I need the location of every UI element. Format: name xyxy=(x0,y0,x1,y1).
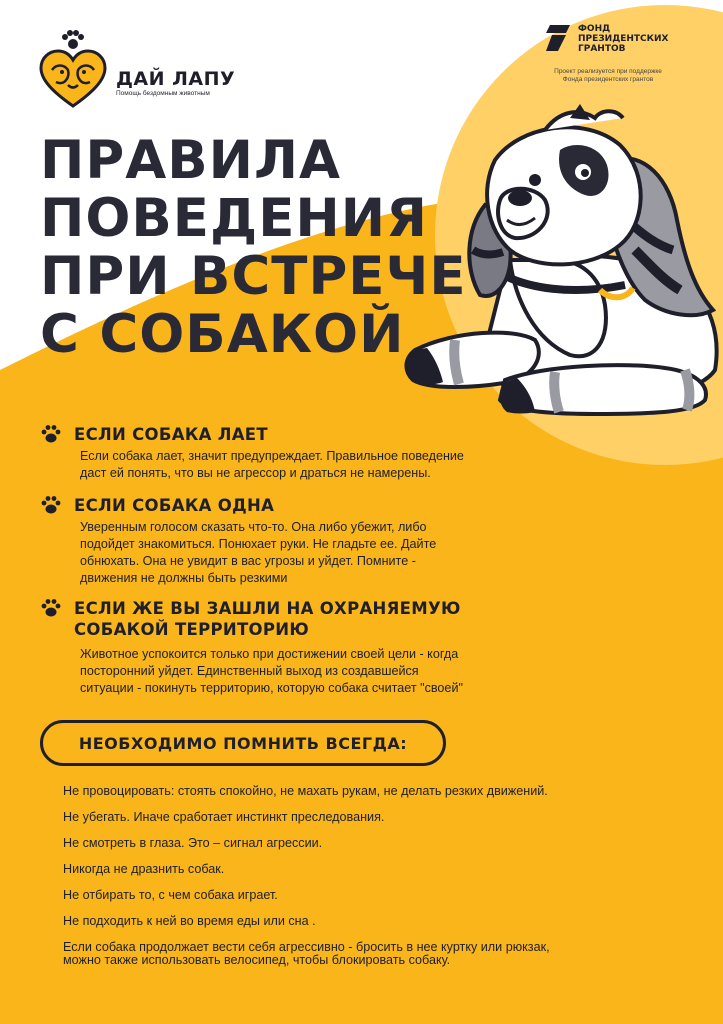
section-body-barking xyxy=(80,448,464,482)
fund-title-line1: ФОНД xyxy=(578,24,611,34)
rule-item: Не провоцировать: стоять спокойно, не махать рукам, не делать резких движений. xyxy=(63,784,548,798)
section-body-line: Животное успокоится только при достижении своей цели - когда xyxy=(80,647,459,661)
paw-icon xyxy=(40,423,62,445)
section-body-territory xyxy=(80,646,463,697)
rule-item: Не убегать. Иначе сработает инстинкт преследования. xyxy=(63,810,385,824)
brand-logo[interactable] xyxy=(38,30,238,110)
remember-heading-pill xyxy=(40,720,446,766)
fund-note-line2: Фонда президентских грантов xyxy=(562,76,654,83)
section-body-line: посторонний уйдет. Единственный выход из создавшейся xyxy=(80,664,419,678)
section-title-territory xyxy=(74,598,461,640)
headline-line3-part2: ВСТРЕЧЕ xyxy=(190,246,467,307)
brand-name: ДАЙ ЛАПУ xyxy=(116,68,236,90)
headline-line1: ПРАВИЛА xyxy=(40,130,342,191)
dog-illustration xyxy=(395,100,723,425)
section-body-line: ситуации - покинуть территорию, которую собака считает "своей" xyxy=(80,681,463,695)
section-body-line: Уверенным голосом сказать что-то. Она либо убежит, либо xyxy=(80,520,427,534)
fund-emblem-icon xyxy=(544,23,574,53)
headline-line4: С СОБАКОЙ xyxy=(40,304,405,365)
rule-item: Не подходить к ней во время еды или сна . xyxy=(63,914,316,928)
paw-icon xyxy=(40,494,62,516)
heart-paw-dog-logo-icon xyxy=(38,30,108,108)
rule-item: Не смотреть в глаза. Это – сигнал агрессии. xyxy=(63,836,323,850)
fund-logo[interactable] xyxy=(538,20,678,90)
section-body-line: обнюхать. Она не увидит в вас угрозы и уйдет. Помните - xyxy=(80,554,416,568)
rule-item: Не отбирать то, с чем собака играет. xyxy=(63,888,278,902)
remember-heading: НЕОБХОДИМО ПОМНИТЬ ВСЕГДА: xyxy=(78,733,408,753)
headline-line3-part1: ПРИ xyxy=(40,246,191,307)
section-title-line: ЕСЛИ ЖЕ ВЫ ЗАШЛИ НА ОХРАНЯЕМУЮ xyxy=(74,599,461,618)
section-body-line: даст ей понять, что вы не агрессор и драться не намерены. xyxy=(80,466,431,480)
rule-item: Никогда не дразнить собак. xyxy=(63,862,225,876)
rule-item: Если собака продолжает вести себя агрессивно - бросить в нее куртку или рюкзак, xyxy=(63,940,550,954)
section-body-line: Если собака лает, значит предупреждает. Правильное поведение xyxy=(80,449,464,463)
section-body-line: движения не должны быть резкими xyxy=(80,571,288,585)
brand-tagline: Помощь бездомным животным xyxy=(116,90,210,97)
rule-item: можно также использовать велосипед, чтобы блокировать собаку. xyxy=(63,953,451,967)
fund-title-line2: ПРЕЗИДЕНТСКИХ xyxy=(578,34,669,44)
paw-icon xyxy=(40,597,62,619)
section-body-line: подойдет знакомиться. Понюхает руки. Не гладьте ее. Дайте xyxy=(80,537,437,551)
fund-title-line3: ГРАНТОВ xyxy=(578,44,626,54)
section-title-line: СОБАКОЙ ТЕРРИТОРИЮ xyxy=(74,620,310,639)
section-title-barking: ЕСЛИ СОБАКА ЛАЕТ xyxy=(74,425,268,444)
section-title-alone: ЕСЛИ СОБАКА ОДНА xyxy=(74,496,275,515)
headline-line2: ПОВЕДЕНИЯ xyxy=(40,188,428,249)
fund-note-line1: Проект реализуется при поддержке xyxy=(554,68,662,75)
section-body-alone xyxy=(80,519,436,587)
